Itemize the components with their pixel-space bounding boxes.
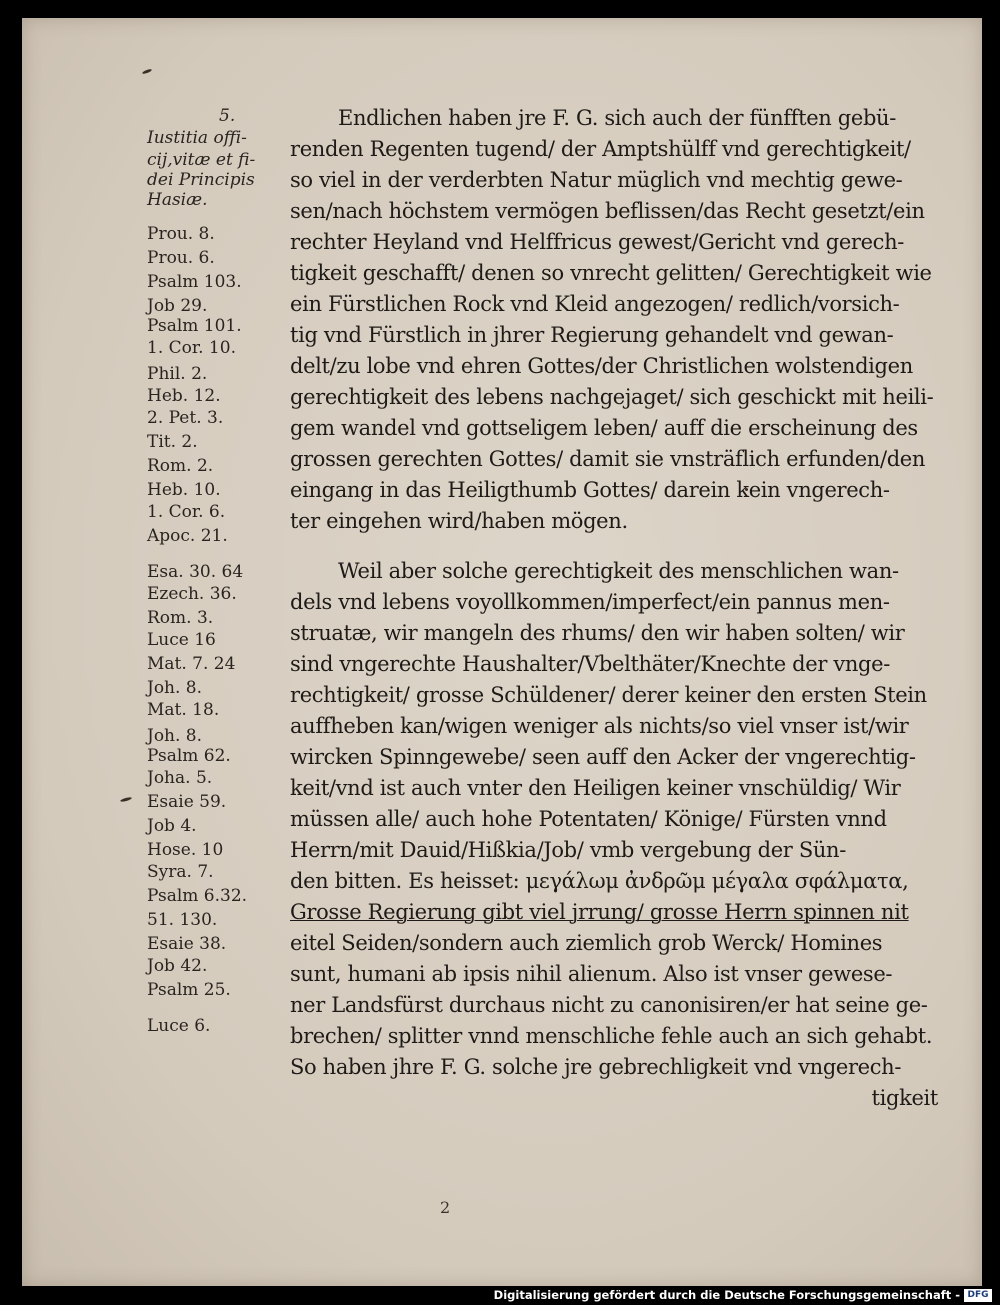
margin-note: Rom. 3. xyxy=(147,608,214,628)
margin-note: Joha. 5. xyxy=(147,768,213,788)
margin-note: Hose. 10 xyxy=(147,840,224,860)
margin-note: 1. Cor. 10. xyxy=(147,338,236,358)
margin-note: Job 42. xyxy=(147,956,208,976)
text-line: brechen/ splitter vnnd menschliche fehle auch an sich gehabt. xyxy=(290,1024,933,1048)
margin-note: Psalm 101. xyxy=(147,316,242,336)
text-line: keit/vnd ist auch vnter den Heiligen keiner vnschüldig/ Wir xyxy=(290,776,901,800)
margin-note: Hasiæ. xyxy=(147,190,208,210)
margin-note: Rom. 2. xyxy=(147,456,214,476)
margin-note: cij,vitæ et fi- xyxy=(147,150,256,170)
text-line: gem wandel vnd gottseligem leben/ auff die erscheinung des xyxy=(290,416,918,440)
text-line: grossen gerechten Gottes/ damit sie vnsträflich erfunden/den xyxy=(290,447,926,471)
margin-note: Esaie 38. xyxy=(147,934,227,954)
margin-note: Ezech. 36. xyxy=(147,584,237,604)
text-line: tigkeit geschafft/ denen so vnrecht gelitten/ Gerechtigkeit wie xyxy=(290,261,932,285)
text-line: müssen alle/ auch hohe Potentaten/ Könige/ Fürsten vnnd xyxy=(290,807,887,831)
text-line: eitel Seiden/sondern auch ziemlich grob Werck/ Homines xyxy=(290,931,883,955)
dfg-logo: DFG xyxy=(964,1289,992,1302)
scanned-page xyxy=(22,18,982,1286)
margin-note: Phil. 2. xyxy=(147,364,208,384)
margin-note: Psalm 103. xyxy=(147,272,242,292)
text-line: Endlichen haben jre F. G. sich auch der fünfften gebü- xyxy=(338,106,896,130)
text-line: sind vngerechte Haushalter/Vbelthäter/Knechte der vnge- xyxy=(290,652,890,676)
margin-note: Prou. 6. xyxy=(147,248,215,268)
margin-note: Syra. 7. xyxy=(147,862,214,882)
text-line: Weil aber solche gerechtigkeit des menschlichen wan- xyxy=(338,559,899,583)
text-line: dels vnd lebens voyollkommen/imperfect/ein pannus men- xyxy=(290,590,890,614)
margin-note: Heb. 10. xyxy=(147,480,221,500)
margin-note: 1. Cor. 6. xyxy=(147,502,226,522)
margin-note: Mat. 18. xyxy=(147,700,220,720)
margin-note: Joh. 8. xyxy=(147,678,203,698)
margin-note: Job 4. xyxy=(147,816,197,836)
margin-note: Psalm 25. xyxy=(147,980,231,1000)
text-line: auffheben kan/wigen weniger als nichts/so viel vnser ist/wir xyxy=(290,714,909,738)
text-line: den bitten. Es heisset: μεγάλωμ ἀνδρῶμ μέγαλα σφάλματα, xyxy=(290,869,909,893)
text-line: sen/nach höchstem vermögen beflissen/das Recht gesetzt/ein xyxy=(290,199,925,223)
text-line: wircken Spinngewebe/ seen auff den Acker der vngerechtig- xyxy=(290,745,916,769)
margin-note: 2. Pet. 3. xyxy=(147,408,224,428)
text-line: ein Fürstlichen Rock vnd Kleid angezogen/ redlich/vorsich- xyxy=(290,292,900,316)
signature-mark: 2 xyxy=(440,1198,451,1217)
text-line: delt/zu lobe vnd ehren Gottes/der Christlichen wolstendigen xyxy=(290,354,913,378)
text-line: Grosse Regierung gibt viel jrrung/ grosse Herrn spinnen nit xyxy=(290,900,909,924)
margin-note: Apoc. 21. xyxy=(147,526,228,546)
text-line: gerechtigkeit des lebens nachgejaget/ sich geschickt mit heili- xyxy=(290,385,934,409)
margin-note: Prou. 8. xyxy=(147,224,215,244)
text-line: rechter Heyland vnd Helffricus gewest/Gericht vnd gerech- xyxy=(290,230,905,254)
margin-note: Psalm 6.32. xyxy=(147,886,248,906)
margin-note: Esaie 59. xyxy=(147,792,227,812)
catchword: tigkeit xyxy=(871,1086,938,1110)
margin-note: Tit. 2. xyxy=(147,432,198,452)
text-line: So haben jhre F. G. solche jre gebrechligkeit vnd vngerech- xyxy=(290,1055,902,1079)
text-line: struatæ, wir mangeln des rhums/ den wir haben solten/ wir xyxy=(290,621,905,645)
margin-note: Psalm 62. xyxy=(147,746,231,766)
margin-note: 5. xyxy=(219,106,236,126)
text-line: renden Regenten tugend/ der Amptshülff vnd gerechtigkeit/ xyxy=(290,137,911,161)
text-line: rechtigkeit/ grosse Schüldener/ derer keiner den ersten Stein xyxy=(290,683,927,707)
margin-note: Joh. 8. xyxy=(147,726,203,746)
margin-note: Mat. 7. 24 xyxy=(147,654,236,674)
text-line: tig vnd Fürstlich in jhrer Regierung gehandelt vnd gewan- xyxy=(290,323,894,347)
footer-credit: Digitalisierung gefördert durch die Deutsche Forschungsgemeinschaft - xyxy=(493,1288,960,1302)
text-line: ner Landsfürst durchaus nicht zu canonisiren/er hat seine ge- xyxy=(290,993,928,1017)
text-line: so viel in der verderbten Natur müglich vnd mechtig gewe- xyxy=(290,168,903,192)
margin-note: Heb. 12. xyxy=(147,386,221,406)
margin-note: 51. 130. xyxy=(147,910,218,930)
margin-note: dei Principis xyxy=(147,170,255,190)
text-line: ter eingehen wird/haben mögen. xyxy=(290,509,628,533)
text-line: sunt, humani ab ipsis nihil alienum. Also ist vnser gewese- xyxy=(290,962,893,986)
text-line: eingang in das Heiligthumb Gottes/ darein kein vngerech- xyxy=(290,478,890,502)
text-line: Herrn/mit Dauid/Hißkia/Job/ vmb vergebung der Sün- xyxy=(290,838,846,862)
margin-note: Esa. 30. 64 xyxy=(147,562,244,582)
margin-note: Luce 6. xyxy=(147,1016,211,1036)
margin-note: Luce 16 xyxy=(147,630,216,650)
margin-note: Job 29. xyxy=(147,296,208,316)
margin-note: Iustitia offi- xyxy=(147,128,247,148)
